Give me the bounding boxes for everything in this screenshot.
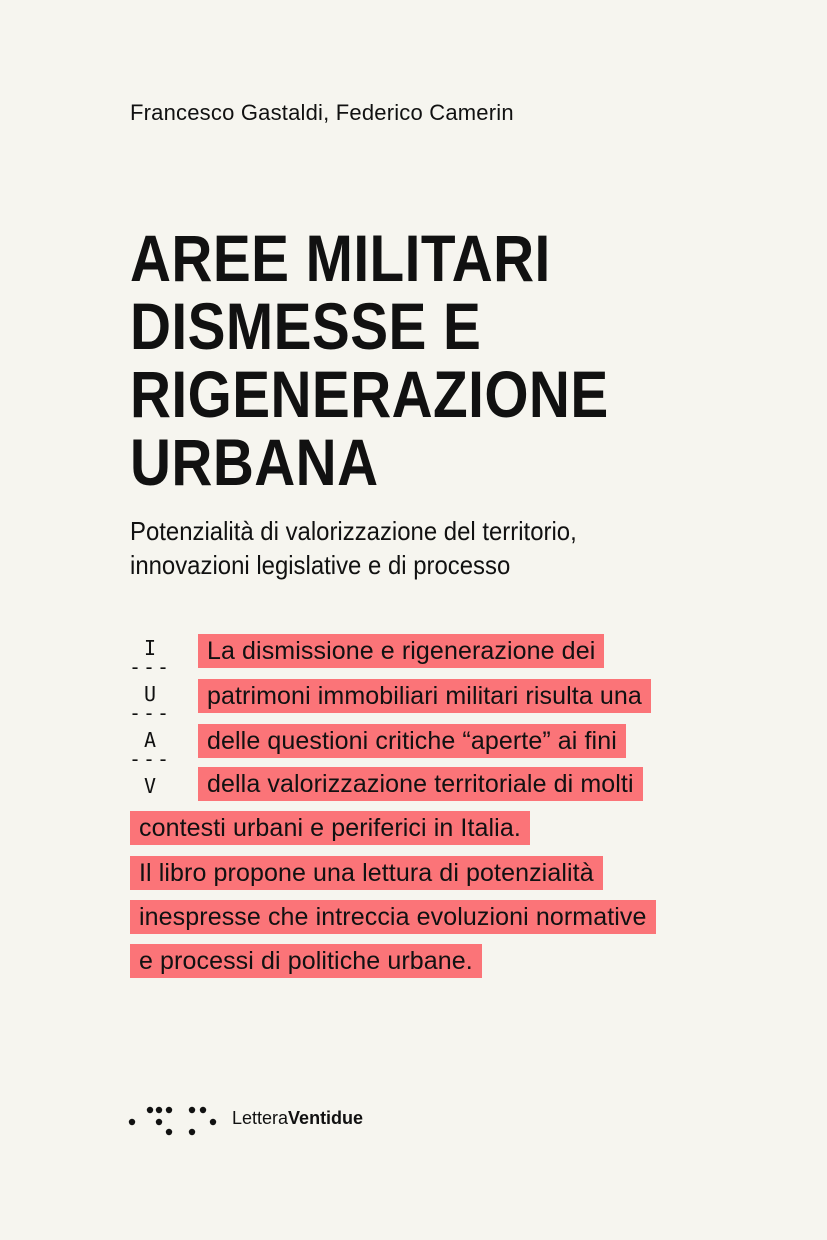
book-title (130, 221, 680, 499)
series-letter: A (143, 728, 157, 752)
series-mark-iuav (124, 636, 176, 798)
series-separator: --- (128, 701, 172, 725)
blurb-line: delle questioni critiche “aperte” ai fini (198, 724, 626, 758)
publisher-name (232, 1108, 363, 1129)
subtitle (130, 514, 700, 582)
blurb-line: della valorizzazione territoriale di molti (198, 767, 643, 801)
blurb-line: inespresse che intreccia evoluzioni normative (130, 900, 656, 934)
series-letter: U (143, 682, 157, 706)
series-letter: V (143, 774, 157, 798)
blurb-line: patrimoni immobiliari militari risulta una (198, 679, 651, 713)
title-line: DISMESSE E (130, 289, 482, 363)
series-letter: I (143, 636, 157, 660)
subtitle-line: innovazioni legislative e di processo (130, 550, 511, 580)
blurb-line: contesti urbani e periferici in Italia. (130, 811, 530, 845)
title-line: RIGENERAZIONE (130, 357, 609, 431)
publisher-logo (128, 1100, 388, 1140)
series-separator: --- (128, 655, 172, 679)
subtitle-line: Potenzialità di valorizzazione del territorio, (130, 516, 577, 546)
blurb-line: La dismissione e rigenerazione dei (198, 634, 604, 668)
title-line: AREE MILITARI (130, 221, 551, 295)
series-separator: --- (128, 747, 172, 771)
publisher-dots-icon (128, 1100, 228, 1140)
publisher-name-bold: Ventidue (288, 1108, 364, 1128)
title-line: URBANA (130, 425, 379, 499)
blurb-line: e processi di politiche urbane. (130, 944, 482, 978)
publisher-name-light: Lettera (232, 1108, 289, 1128)
authors: Francesco Gastaldi, Federico Camerin (130, 100, 514, 125)
blurb-line: Il libro propone una lettura di potenzialità (130, 856, 603, 890)
